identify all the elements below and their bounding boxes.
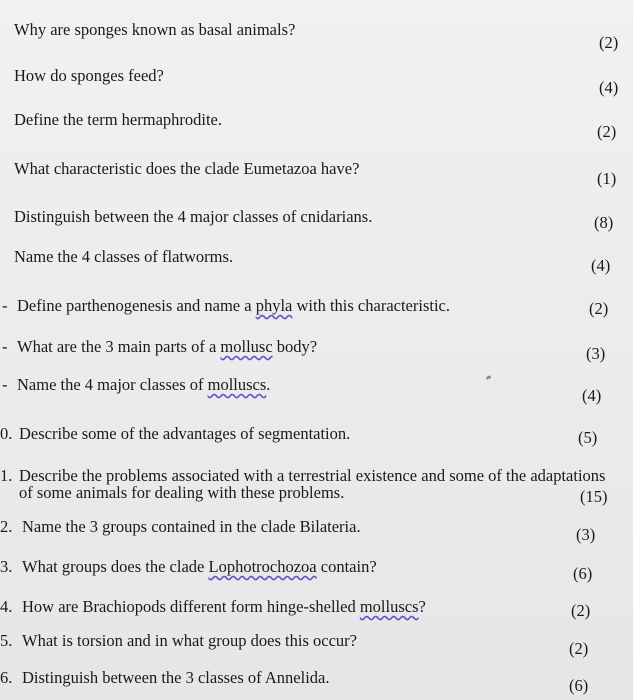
question-marks: (15) — [580, 487, 608, 506]
question-number: 1. — [0, 466, 13, 485]
question-number: 3. — [0, 557, 13, 576]
question-text: Define the term hermaphrodite. — [14, 110, 222, 129]
question-marks: (3) — [576, 525, 596, 544]
question-text: Name the 4 major classes of molluscs. — [17, 375, 271, 394]
stray-mark — [486, 375, 492, 380]
bullet-dash: - — [2, 375, 8, 394]
question-text: Name the 3 groups contained in the clade Bilateria. — [22, 517, 361, 536]
question-text: What groups does the clade Lophotrochozoa contain? — [22, 557, 377, 576]
question-marks: (6) — [569, 676, 589, 695]
question-marks: (4) — [591, 256, 611, 275]
question-number: 5. — [0, 631, 13, 650]
question-text: Define parthenogenesis and name a phyla with this characteristic. — [17, 296, 450, 315]
question-marks: (6) — [573, 564, 593, 583]
question-marks: (2) — [571, 601, 591, 620]
question-number: 0. — [0, 424, 13, 443]
question-marks: (2) — [597, 122, 617, 141]
question-text-continued: of some animals for dealing with these problems. — [19, 483, 345, 502]
question-number: 6. — [0, 668, 13, 687]
question-text: Distinguish between the 4 major classes of cnidarians. — [14, 207, 373, 226]
question-marks: (2) — [569, 639, 589, 658]
question-text: What is torsion and in what group does this occur? — [22, 631, 357, 650]
question-marks: (1) — [597, 169, 617, 188]
bullet-dash: - — [2, 296, 8, 315]
question-marks: (5) — [578, 428, 598, 447]
question-text: Describe some of the advantages of segmentation. — [19, 424, 351, 443]
question-number: 2. — [0, 517, 13, 536]
question-text: Name the 4 classes of flatworms. — [14, 247, 234, 266]
question-text: Describe the problems associated with a terrestrial existence and some of the adaptations — [19, 466, 606, 485]
question-marks: (4) — [599, 78, 619, 97]
question-text: Distinguish between the 3 classes of Annelida. — [22, 668, 330, 687]
question-marks: (3) — [586, 344, 606, 363]
question-marks: (8) — [594, 213, 614, 232]
question-number: 4. — [0, 597, 13, 616]
question-marks: (4) — [582, 386, 602, 405]
question-marks: (2) — [589, 299, 609, 318]
question-text: How are Brachiopods different form hinge-shelled molluscs? — [22, 597, 426, 616]
bullet-dash: - — [2, 337, 8, 356]
question-text: What characteristic does the clade Eumetazoa have? — [14, 159, 360, 178]
question-text: How do sponges feed? — [14, 66, 164, 85]
question-marks: (2) — [599, 33, 619, 52]
question-text: Why are sponges known as basal animals? — [14, 20, 296, 39]
question-text: What are the 3 main parts of a mollusc body? — [17, 337, 318, 356]
